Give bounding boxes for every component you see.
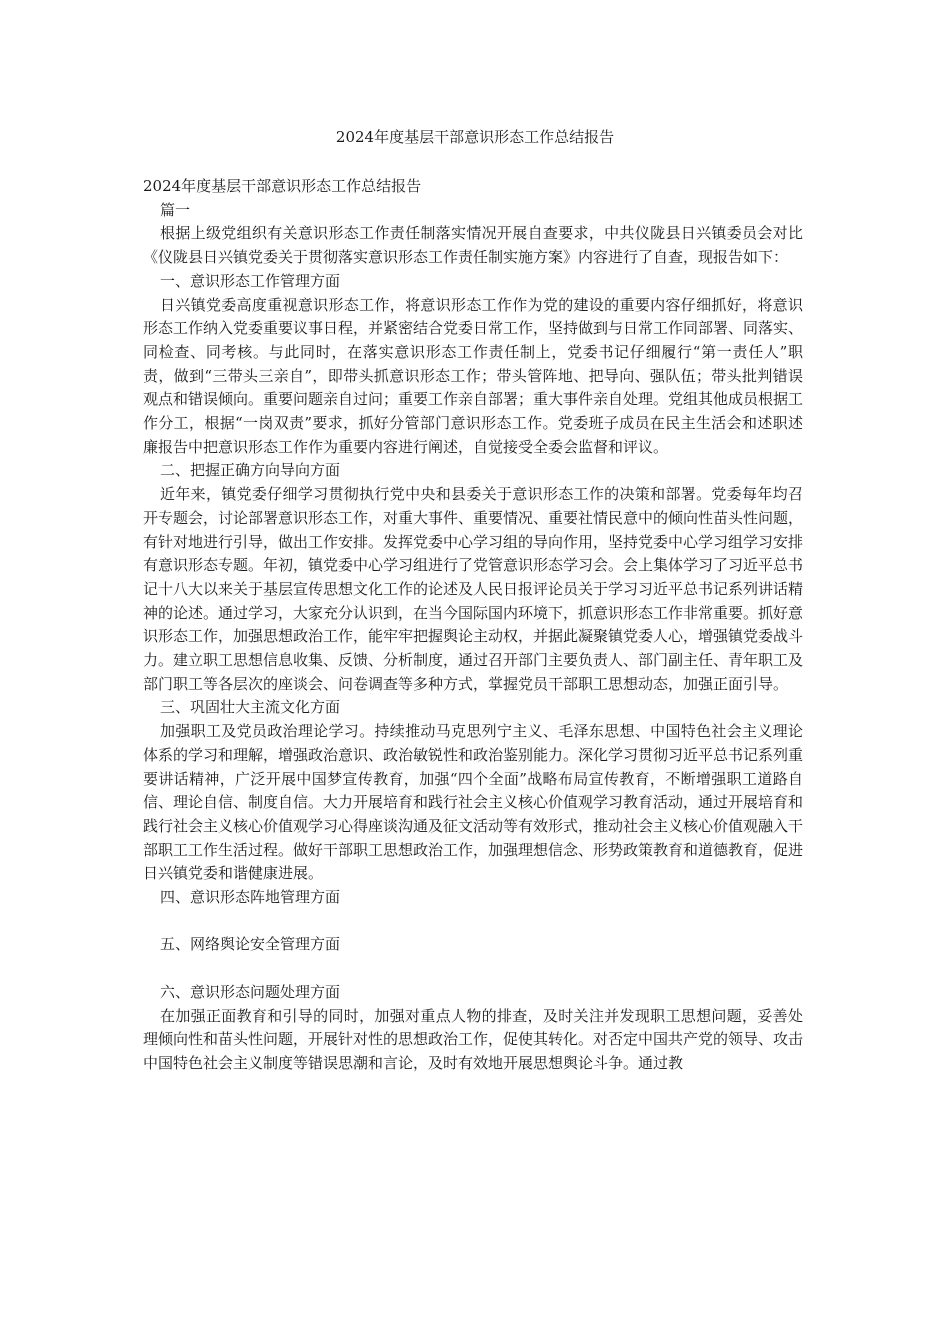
part-label: 篇一 xyxy=(160,200,191,219)
document-title: 2024年度基层干部意识形态工作总结报告 xyxy=(335,128,615,146)
section-heading-5: 五、网络舆论安全管理方面 xyxy=(160,935,341,954)
section-spacer-5 xyxy=(143,957,803,981)
document-body xyxy=(143,175,803,1076)
section-body-3: 加强职工及党员政治理论学习。持续推动马克思列宁主义、毛泽东思想、中国特色社会主义理论体系的学习和理解，增强政治意识、政治敏锐性和政治鉴别能力。深化学习贯彻习近平总书记系列重要讲话精神，广泛开展中国梦宣传教育，加强“四个全面”战略布局宣传教育，不断增强职工道路自信、理论自信、制度自信。大力开展培育和践行社会主义核心价值观学习教育活动，通过开展培育和践行社会主义核心价值观学习心得座谈沟通及征文活动等有效形式，推动社会主义核心价值观融入干部职工工作生活过程。做好干部职工思想政治工作，加强理想信念、形势政策教育和道德教育，促进日兴镇党委和谐健康进展。 xyxy=(143,722,804,883)
section-heading-4: 四、意识形态阵地管理方面 xyxy=(160,888,341,907)
section-body-6: 在加强正面教育和引导的同时，加强对重点人物的排查，及时关注并发现职工思想问题，妥善处理倾向性和苗头性问题，开展针对性的思想政治工作，促使其转化。对否定中国共产党的领导、攻击中国特色社会主义制度等错误思潮和言论，及时有效地开展思想舆论斗争。通过教 xyxy=(143,1006,804,1072)
section-body-1: 日兴镇党委高度重视意识形态工作，将意识形态工作作为党的建设的重要内容仔细抓好，将意识形态工作纳入党委重要议事日程，并紧密结合党委日常工作，坚持做到与日常工作同部署、同落实、同检查、同考核。与此同时，在落实意识形态工作责任制上，党委书记仔细履行“第一责任人”职责，做到“三带头三亲自”，即带头抓意识形态工作；带头管阵地、把导向、强队伍；带头批判错误观点和错误倾向。重要问题亲自过问；重要工作亲自部署；重大事件亲自处理。党组其他成员根据工作分工，根据“一岗双责”要求，抓好分管部门意识形态工作。党委班子成员在民主生活会和述职述廉报告中把意识形态工作作为重要内容进行阐述，自觉接受全委会监督和评议。 xyxy=(143,295,804,456)
section-heading-1: 一、意识形态工作管理方面 xyxy=(160,271,341,290)
document-subtitle: 2024年度基层干部意识形态工作总结报告 xyxy=(143,177,422,195)
intro-paragraph: 根据上级党组织有关意识形态工作责任制落实情况开展自查要求，中共仪陇县日兴镇委员会对比《仪陇县日兴镇党委关于贯彻落实意识形态工作责任制实施方案》内容进行了自查，现报告如下： xyxy=(143,224,803,267)
section-heading-6: 六、意识形态问题处理方面 xyxy=(160,982,341,1001)
section-body-2: 近年来，镇党委仔细学习贯彻执行党中央和县委关于意识形态工作的决策和部署。党委每年均召开专题会，讨论部署意识形态工作，对重大事件、重要情况、重要社情民意中的倾向性苗头性问题，有针对地进行引导，做出工作安排。发挥党委中心学习组的导向作用，坚持党委中心学习组学习安排有意识形态专题。年初，镇党委中心学习组进行了党管意识形态学习会。会上集体学习了习近平总书记十八大以来关于基层宣传思想文化工作的论述及人民日报评论员关于学习习近平总书记系列讲话精神的论述。通过学习，大家充分认识到，在当今国际国内环境下，抓意识形态工作非常重要。抓好意识形态工作，加强思想政治工作，能牢牢把握舆论主动权，并据此凝聚镇党委人心，增强镇党委战斗力。建立职工思想信息收集、反馈、分析制度，通过召开部门主要负责人、部门副主任、青年职工及部门职工等各层次的座谈会、问卷调查等多种方式，掌握党员干部职工思想动态，加强正面引导。 xyxy=(143,485,804,693)
section-heading-3: 三、巩固壮大主流文化方面 xyxy=(160,698,341,717)
section-heading-2: 二、把握正确方向导向方面 xyxy=(160,461,341,480)
section-spacer-4 xyxy=(143,910,803,934)
